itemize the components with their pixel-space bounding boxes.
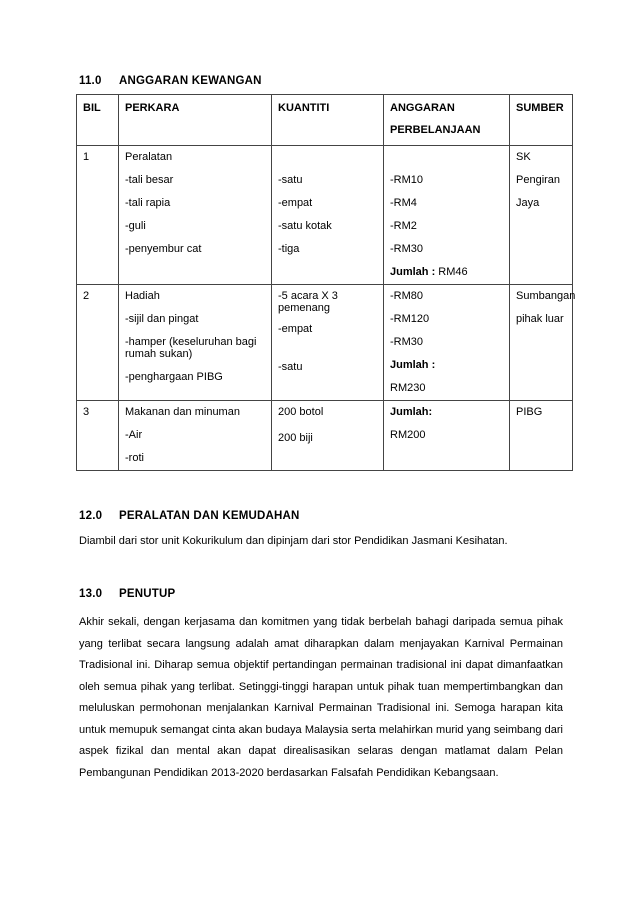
section-13-text: Akhir sekali, dengan kerjasama dan komitmen yang tidak berbelah bahagi daripada semua pihak yang terlibat secara langsung adalah amat diharapkan dalam menjayakan Karnival Permainan Tradisional ini. Diharap semua objektif pertandingan permainan tradisional ini dapat dimanfaatkan oleh semua pihak yang terlibat. Setinggi-tinggi harapan untuk pihak tuan mempertimbangkan dan meluluskan permohonan menjalankan Karnival Permainan Tradisional ini. Semoga harapan kita untuk memupuk semangat cinta akan budaya Malaysia serta melahirkan murid yang seimbang dari aspek fizikal dan mental akan dapat direalisasikan selaras dengan matlamat dalam Pelan Pembangunan Pendidikan 2013-2020 berdasarkan Falsafah Pendidikan Kebangsaan. <box>79 616 563 779</box>
table-row <box>77 146 573 285</box>
cost-text: -RM120 <box>390 313 430 325</box>
total-label: Jumlah : <box>390 359 436 371</box>
item-text: Hadiah <box>125 290 160 302</box>
table-row <box>77 285 573 401</box>
cell-perkara <box>119 285 272 401</box>
source-text: Sumbangan <box>516 290 576 302</box>
cell-sumber <box>510 146 573 285</box>
item-text: -Air <box>125 429 143 441</box>
item-text: -roti <box>125 452 144 464</box>
source-text: Pengiran <box>516 174 561 186</box>
item-text: Makanan dan minuman <box>125 406 240 418</box>
quantity-text: -satu kotak <box>278 220 332 232</box>
total-value: RM200 <box>390 429 426 441</box>
item-text: -hamper (keseluruhan bagi rumah sukan) <box>125 336 257 360</box>
section-13-heading <box>79 588 175 600</box>
section-11-number: 11.0 <box>79 75 102 87</box>
cell-bil: 2 <box>77 285 119 401</box>
source-text: SK <box>516 151 531 163</box>
cell-bil: 3 <box>77 401 119 471</box>
item-text: Peralatan <box>125 151 173 163</box>
quantity-text: -empat <box>278 197 313 209</box>
header-kuantiti: KUANTITI <box>272 95 384 146</box>
cost-text: -RM2 <box>390 220 417 232</box>
cell-anggaran <box>384 285 510 401</box>
quantity-text: 200 botol <box>278 406 324 418</box>
item-text: -guli <box>125 220 146 232</box>
source-text: pihak luar <box>516 313 564 325</box>
cell-perkara <box>119 401 272 471</box>
section-11-heading <box>79 75 262 87</box>
total-value: RM230 <box>390 382 426 394</box>
cell-sumber <box>510 401 573 471</box>
cost-text: -RM10 <box>390 174 424 186</box>
header-sumber: SUMBER <box>510 95 573 146</box>
table-header-row <box>77 95 573 146</box>
section-13-number: 13.0 <box>79 588 103 600</box>
section-12-heading <box>79 510 300 522</box>
section-13-title: PENUTUP <box>119 588 176 600</box>
quantity-text: -satu <box>278 174 303 186</box>
quantity-text: -satu <box>278 361 303 373</box>
cell-kuantiti <box>272 285 384 401</box>
quantity-text: -tiga <box>278 243 300 255</box>
cell-anggaran <box>384 146 510 285</box>
total-line <box>390 266 504 278</box>
cell-perkara <box>119 146 272 285</box>
source-text: PIBG <box>516 406 543 418</box>
total-label: Jumlah: <box>390 406 433 418</box>
quantity-text: 200 biji <box>278 432 313 444</box>
cell-kuantiti <box>272 401 384 471</box>
total-label: Jumlah : <box>390 266 436 278</box>
cell-anggaran <box>384 401 510 471</box>
table-row <box>77 401 573 471</box>
cost-text: -RM30 <box>390 336 424 348</box>
item-text: -penyembur cat <box>125 243 202 255</box>
quantity-text: -5 acara X 3 pemenang <box>278 290 338 314</box>
header-bil: BIL <box>77 95 119 146</box>
section-12-title: PERALATAN DAN KEMUDAHAN <box>119 510 300 522</box>
cost-text: -RM80 <box>390 290 424 302</box>
quantity-text: -empat <box>278 323 313 335</box>
cell-sumber <box>510 285 576 401</box>
source-text: Jaya <box>516 197 540 209</box>
section-11-title: ANGGARAN KEWANGAN <box>119 75 262 87</box>
cost-text: -RM4 <box>390 197 417 209</box>
item-text: -sijil dan pingat <box>125 313 199 325</box>
section-12-text: Diambil dari stor unit Kokurikulum dan dipinjam dari stor Pendidikan Jasmani Kesihatan. <box>79 535 508 547</box>
budget-table <box>76 94 576 471</box>
cell-kuantiti <box>272 146 384 285</box>
item-text: -tali rapia <box>125 197 171 209</box>
item-text: -penghargaan PIBG <box>125 371 223 383</box>
header-anggaran: ANGGARAN PERBELANJAAN <box>384 95 510 146</box>
cost-text: -RM30 <box>390 243 424 255</box>
total-value: RM46 <box>438 266 468 278</box>
header-perkara: PERKARA <box>119 95 272 146</box>
item-text: -tali besar <box>125 174 174 186</box>
cell-bil: 1 <box>77 146 119 285</box>
section-12-number: 12.0 <box>79 510 103 522</box>
